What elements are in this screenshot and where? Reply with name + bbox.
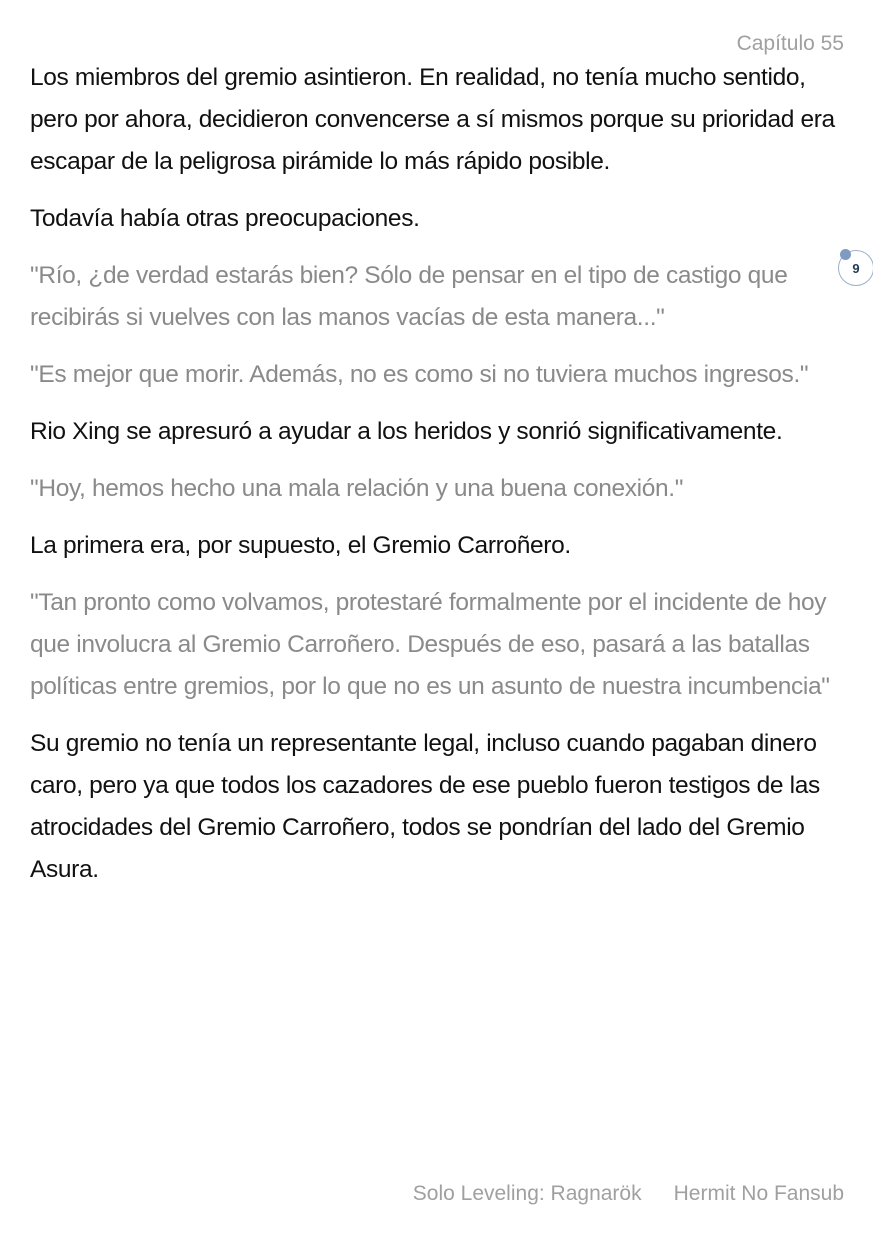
- notification-dot-icon: [840, 249, 851, 260]
- novel-title: Solo Leveling: Ragnarök: [412, 1182, 642, 1205]
- dialogue-paragraph: "Tan pronto como volvamos, protestaré formalmente por el incidente de hoy que involucra al Gremio Carroñero. Después de eso, pasará a las batallas políticas entre gremios, por lo que no es un asunto de nuestra incumbencia": [30, 589, 830, 700]
- paragraph: Los miembros del gremio asintieron. En realidad, no tenía mucho sentido, pero por ahora, decidieron convencerse a sí mismos porque su prioridad era escapar de la peligrosa pirámide lo más rápido posible.: [30, 64, 835, 175]
- translator-name: Hermit No Fansub: [673, 1182, 844, 1205]
- comment-count: 9: [852, 260, 860, 276]
- footer: [413, 1182, 844, 1206]
- paragraph: Rio Xing se apresuró a ayudar a los heridos y sonrió significativamente.: [30, 418, 783, 445]
- chapter-label: Capítulo 55: [736, 32, 844, 55]
- dialogue-paragraph: "Es mejor que morir. Además, no es como si no tuviera muchos ingresos.": [30, 361, 809, 388]
- paragraph: Todavía había otras preocupaciones.: [30, 205, 420, 232]
- dialogue-paragraph: "Hoy, hemos hecho una mala relación y una buena conexión.": [30, 475, 684, 502]
- chapter-text: [30, 57, 845, 906]
- paragraph: Su gremio no tenía un representante legal, incluso cuando pagaban dinero caro, pero ya que todos los cazadores de ese pueblo fueron testigos de las atrocidades del Gremio Carroñero, todos se pondrían del lado del Gremio Asura.: [30, 730, 820, 883]
- paragraph: La primera era, por supuesto, el Gremio Carroñero.: [30, 532, 571, 559]
- dialogue-paragraph: "Río, ¿de verdad estarás bien? Sólo de pensar en el tipo de castigo que recibirás si vuelves con las manos vacías de esta manera...": [30, 262, 788, 331]
